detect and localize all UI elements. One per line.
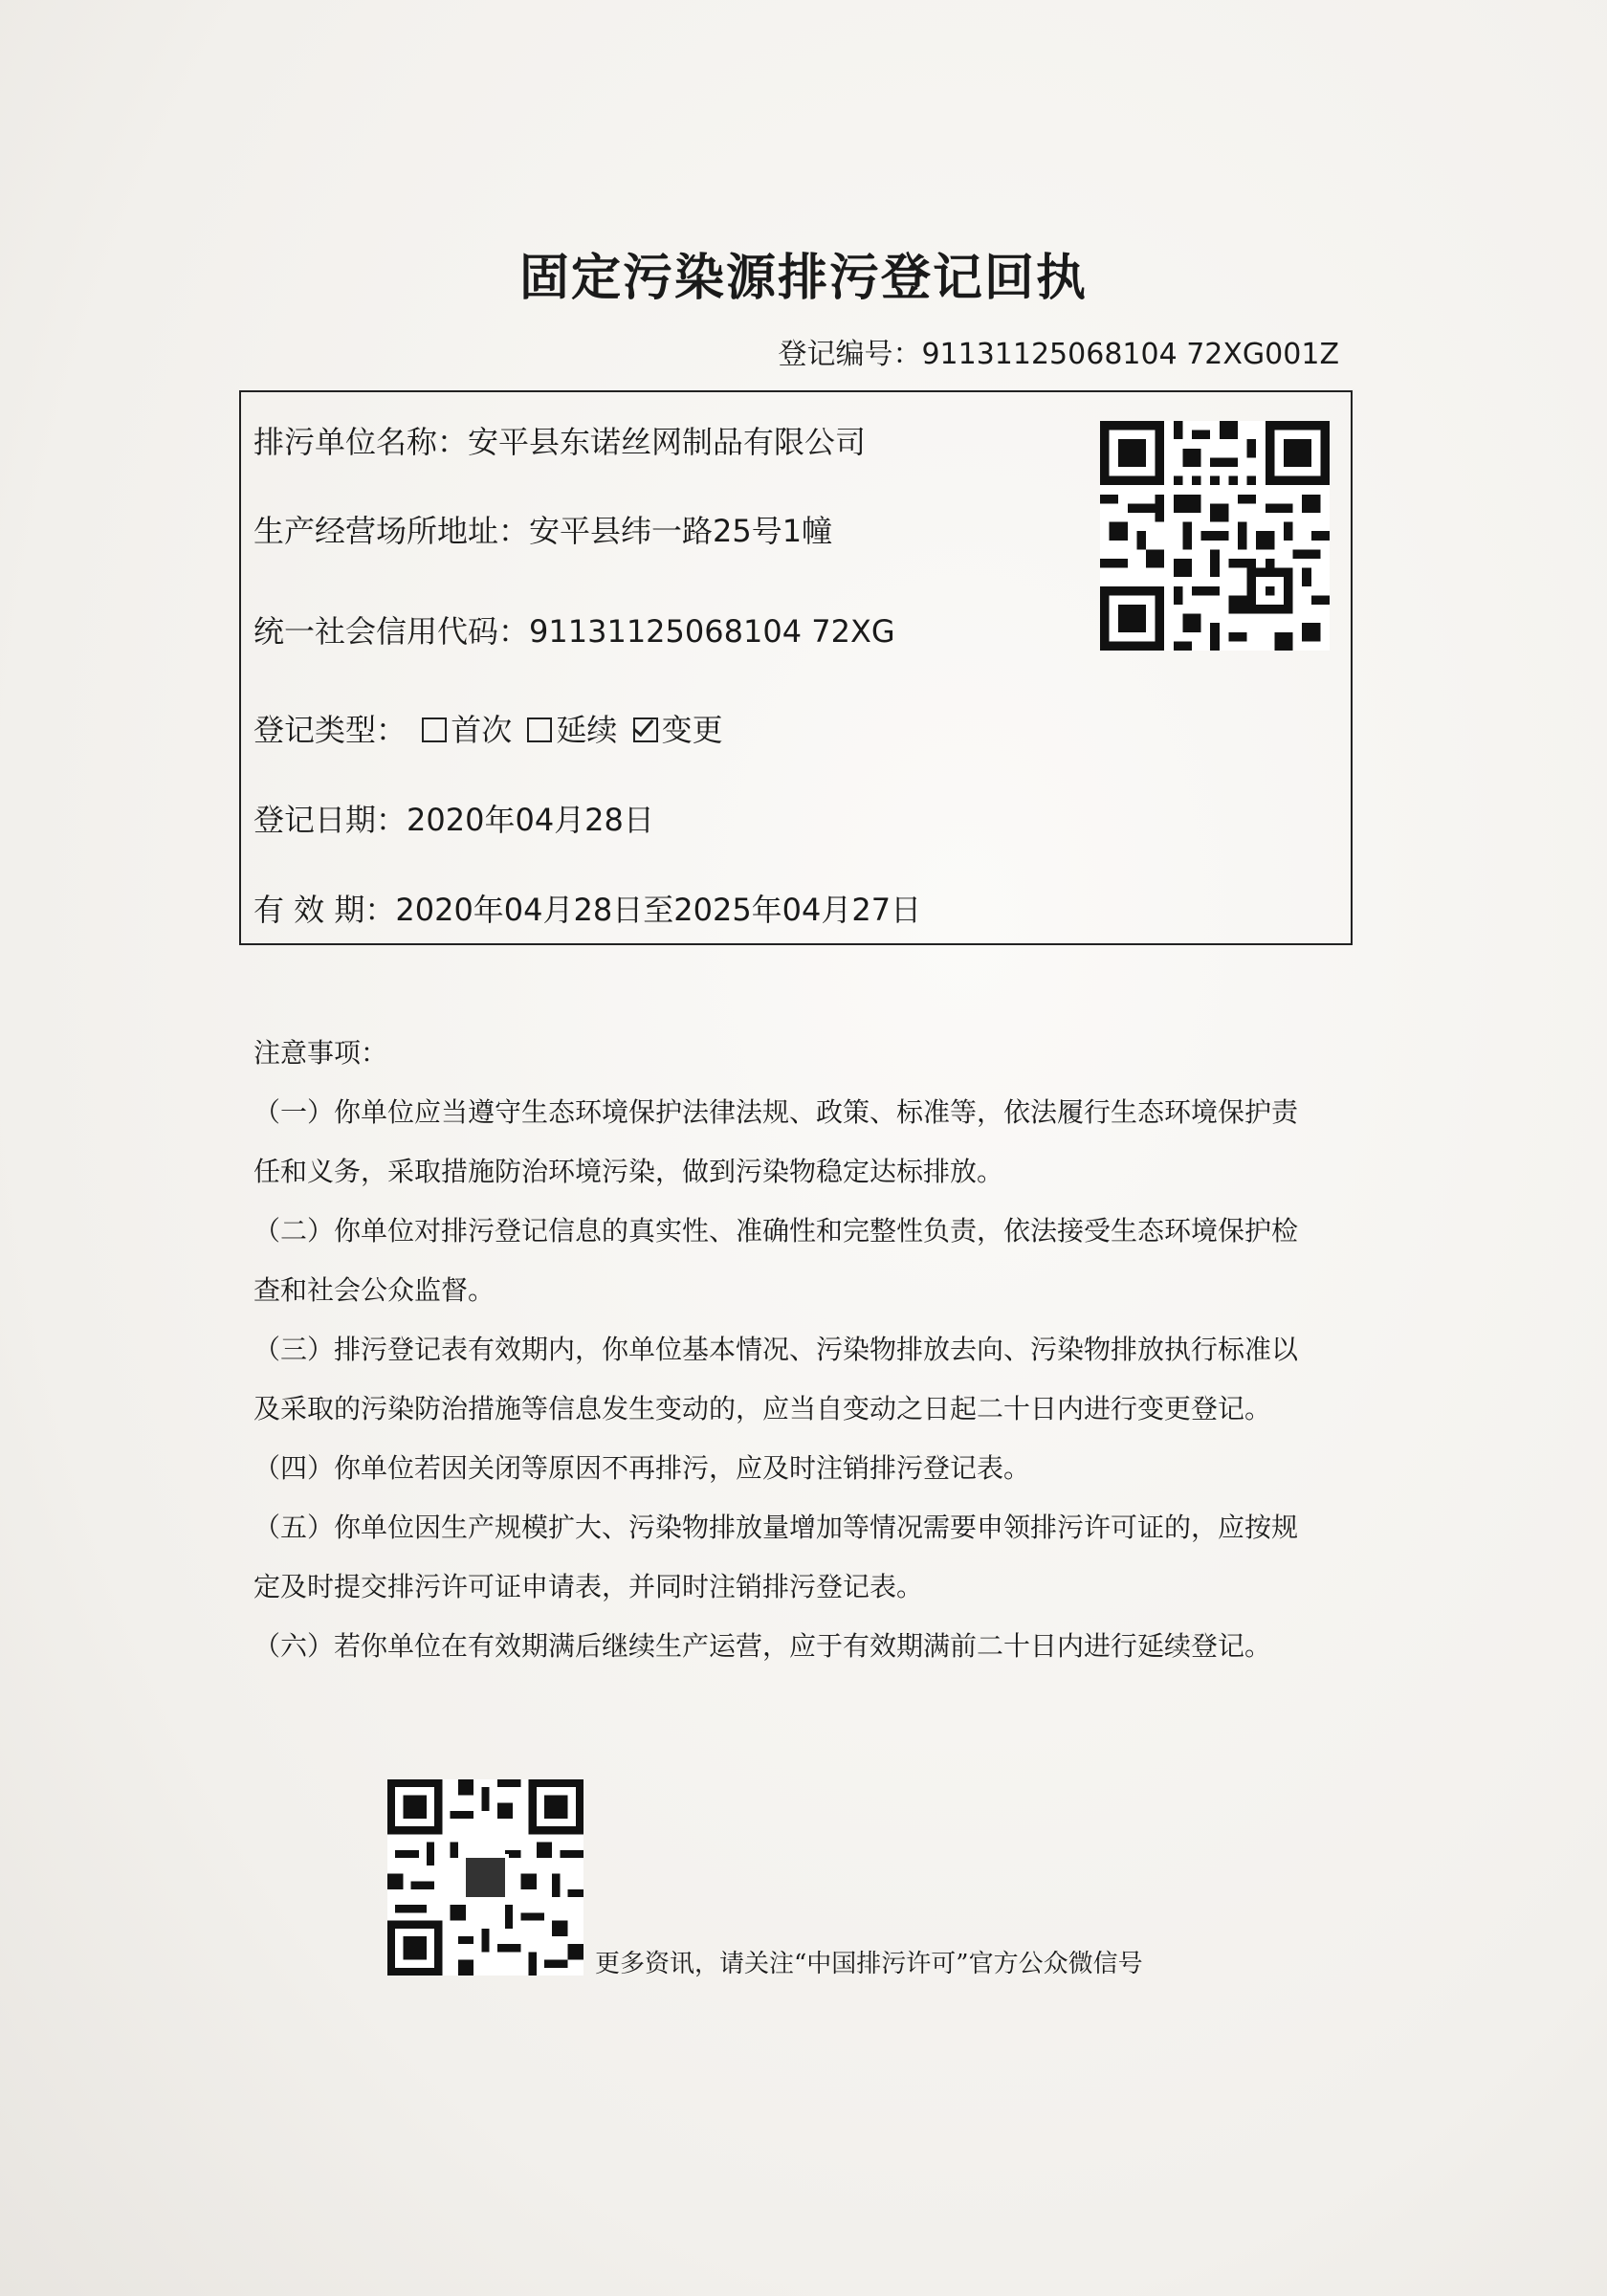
note-line: （六）若你单位在有效期满后继续生产运营，应于有效期满前二十日内进行延续登记。 (253, 1630, 1272, 1662)
notes-heading: 注意事项： (253, 1037, 388, 1069)
credit-code-row (253, 607, 895, 651)
option-first: 首次 (451, 712, 513, 748)
validity-label: 有 效 期： (253, 892, 396, 928)
note-line: 任和义务，采取措施防治环境污染，做到污染物稳定达标排放。 (253, 1156, 1004, 1187)
address-row (253, 507, 832, 551)
note-line: 及采取的污染防治措施等信息发生变动的，应当自变动之日起二十日内进行变更登记。 (253, 1393, 1272, 1424)
checkbox-first (422, 718, 447, 742)
credit-code-label: 统一社会信用代码： (253, 613, 530, 650)
unit-name-row (253, 418, 866, 462)
unit-name-value: 安平县东诺丝网制品有限公司 (468, 424, 867, 460)
registration-date-label: 登记日期： (253, 802, 407, 838)
wechat-qr-code-icon (387, 1779, 583, 1976)
registration-number: 登记编号：91131125068104 72XG001Z (778, 338, 1339, 371)
checkbox-renew (527, 718, 552, 742)
checkbox-change-checked (633, 718, 658, 742)
unit-name-label: 排污单位名称： (253, 424, 469, 460)
registration-date-value: 2020年04月28日 (407, 802, 654, 838)
credit-code-value: 91131125068104 72XG (529, 613, 895, 650)
qr-code-icon (1100, 421, 1330, 651)
page-title: 固定污染源排污登记回执 (518, 250, 1088, 307)
registration-date-row (253, 796, 654, 840)
registration-type-row (253, 706, 723, 750)
footer-text: 更多资讯，请关注“中国排污许可”官方公众微信号 (595, 1950, 1143, 1978)
note-line: （五）你单位因生产规模扩大、污染物排放量增加等情况需要申领排污许可证的，应按规 (253, 1512, 1299, 1543)
note-line: （四）你单位若因关闭等原因不再排污，应及时注销排污登记表。 (253, 1452, 1031, 1484)
option-renew: 延续 (556, 712, 618, 748)
address-label: 生产经营场所地址： (253, 513, 530, 549)
note-line: 查和社会公众监督。 (253, 1274, 495, 1306)
option-change: 变更 (661, 712, 723, 748)
note-line: （一）你单位应当遵守生态环境保护法律法规、政策、标准等，依法履行生态环境保护责 (253, 1096, 1299, 1128)
address-value: 安平县纬一路25号1幢 (529, 513, 833, 549)
note-line: （二）你单位对排污登记信息的真实性、准确性和完整性负责，依法接受生态环境保护检 (253, 1215, 1299, 1247)
validity-row (253, 886, 921, 930)
note-line: 定及时提交排污许可证申请表，并同时注销排污登记表。 (253, 1571, 924, 1602)
notes-section (253, 1024, 1354, 1676)
registration-type-label: 登记类型： (253, 712, 407, 748)
note-line: （三）排污登记表有效期内，你单位基本情况、污染物排放去向、污染物排放执行标准以 (253, 1334, 1299, 1365)
validity-value: 2020年04月28日至2025年04月27日 (395, 892, 922, 928)
